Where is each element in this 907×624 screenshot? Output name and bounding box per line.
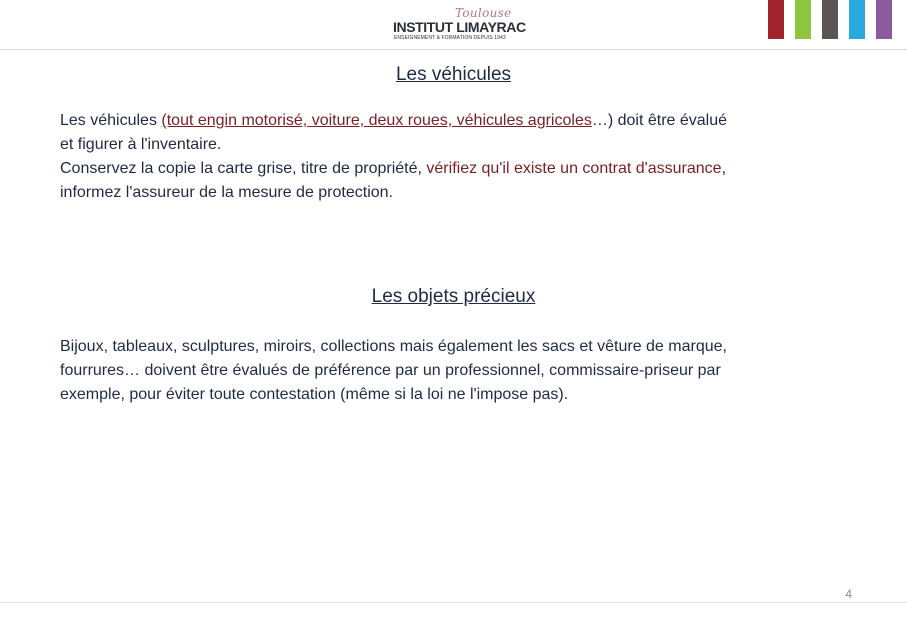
color-bar-purple	[876, 0, 892, 39]
paragraph-objets-precieux	[60, 335, 860, 407]
page-number: 4	[845, 587, 852, 601]
logo-script-text: Toulouse	[455, 6, 512, 20]
text-run: …) doit être évalué	[591, 112, 728, 129]
paragraph-line	[60, 157, 860, 181]
paragraph-line	[60, 109, 860, 133]
paragraph-line: Bijoux, tableaux, sculptures, miroirs, collections mais également les sacs et vêture de marque,	[60, 338, 727, 355]
footer-divider	[0, 602, 907, 603]
color-bar-red	[768, 0, 784, 39]
paragraph-line: exemple, pour éviter toute contestation (même si la loi ne l'impose pas).	[60, 386, 569, 403]
paragraph-line: et figurer à l'inventaire.	[60, 136, 222, 153]
vehicle-examples-text: (tout engin motorisé, voiture, deux roues, véhicules agricoles	[161, 112, 592, 129]
color-bar-gray	[822, 0, 838, 39]
header-divider	[0, 49, 907, 50]
logo-name: INSTITUT LIMAYRAC	[393, 19, 526, 35]
section-title-vehicules: Les véhicules	[395, 64, 512, 85]
text-run: Les véhicules	[60, 112, 162, 129]
paragraph-line: fourrures… doivent être évalués de préférence par un professionnel, commissaire-priseur par	[60, 362, 721, 379]
insurance-check-text: vérifiez qu'il existe un contrat d'assurance	[426, 160, 722, 177]
paragraph-vehicules	[60, 109, 860, 205]
institut-limayrac-logo[interactable]	[393, 6, 526, 44]
paragraph-line: informez l'assureur de la mesure de protection.	[60, 184, 393, 201]
logo-tagline: ENSEIGNEMENT & FORMATION DEPUIS 1943	[394, 35, 506, 41]
color-bar-green	[795, 0, 811, 39]
header	[0, 0, 907, 50]
section-title-objets-precieux: Les objets précieux	[371, 286, 536, 307]
text-run: ,	[721, 160, 727, 177]
color-bar-blue	[849, 0, 865, 39]
text-run: Conservez la copie la carte grise, titre de propriété,	[60, 160, 427, 177]
